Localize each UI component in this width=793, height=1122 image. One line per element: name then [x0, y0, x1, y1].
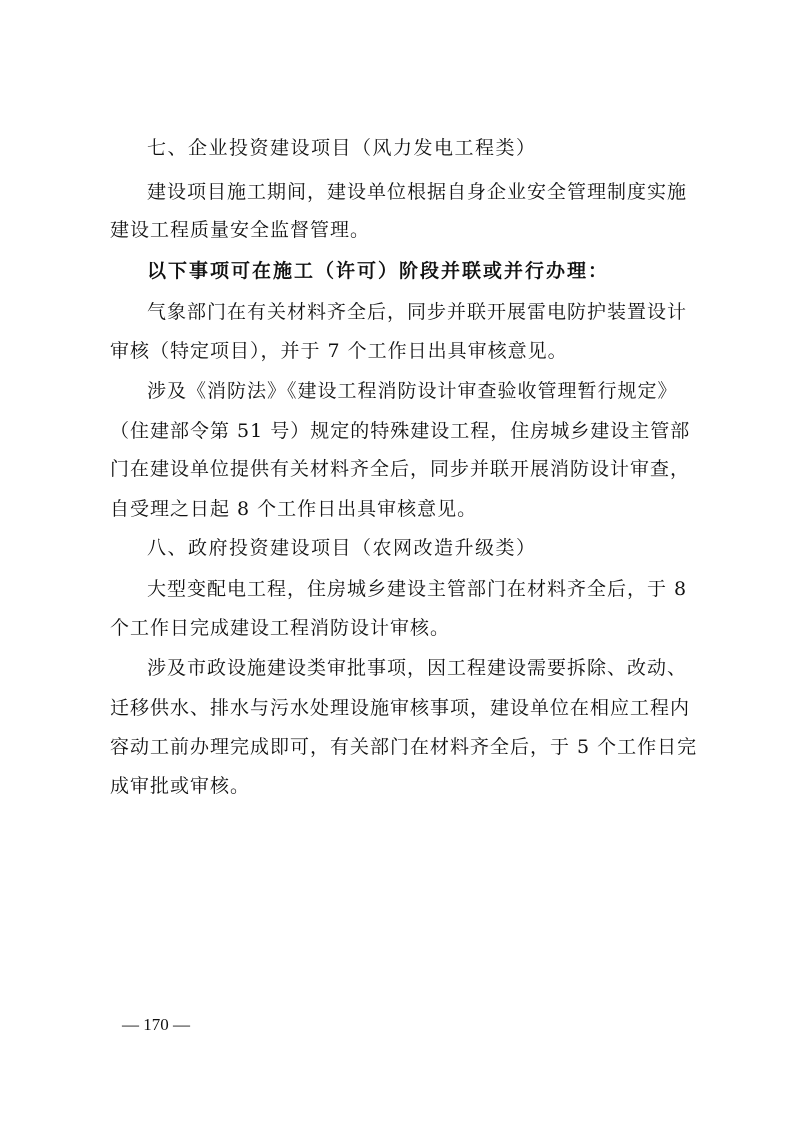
section-8-paragraph-2-line-1: 涉及市政设施建设类审批事项，因工程建设需要拆除、改动、 [147, 657, 688, 679]
section-7-paragraph-1-line-1: 建设项目施工期间，建设单位根据自身企业安全管理制度实施 [147, 181, 688, 203]
section-7-paragraph-3-line-2: （住建部令第 51 号）规定的特殊建设工程，住房城乡建设主管部 [110, 420, 691, 442]
section-8-heading: 八、政府投资建设项目（农网改造升级类） [147, 537, 537, 559]
section-8-paragraph-2-line-3: 容动工前办理完成即可，有关部门在材料齐全后，于 5 个工作日完 [110, 736, 698, 758]
section-7-paragraph-3-line-4: 自受理之日起 8 个工作日出具审核意见。 [110, 498, 478, 520]
parallel-processing-heading: 以下事项可在施工（许可）阶段并联或并行办理： [147, 260, 610, 282]
section-8-paragraph-2-line-2: 迁移供水、排水与污水处理设施审核事项，建设单位在相应工程内 [110, 697, 691, 719]
page-number: — 170 — [122, 1015, 190, 1034]
section-7-paragraph-3-line-3: 门在建设单位提供有关材料齐全后，同步并联开展消防设计审查， [110, 458, 691, 480]
section-7-paragraph-2-line-1: 气象部门在有关材料齐全后，同步并联开展雷电防护装置设计 [147, 301, 688, 323]
section-8-paragraph-1-line-1: 大型变配电工程，住房城乡建设主管部门在材料齐全后，于 8 [147, 578, 688, 600]
section-8-paragraph-1-line-2: 个工作日完成建设工程消防设计审核。 [110, 617, 451, 639]
section-7-paragraph-3-line-1: 涉及《消防法》《建设工程消防设计审查验收管理暂行规定》 [147, 380, 678, 402]
section-7-paragraph-2-line-2: 审核（特定项目），并于 7 个工作日出具审核意见。 [110, 340, 568, 362]
section-7-heading: 七、企业投资建设项目（风力发电工程类） [147, 137, 537, 159]
section-7-paragraph-1-line-2: 建设工程质量安全监督管理。 [110, 219, 371, 241]
section-8-paragraph-2-line-4: 成审批或审核。 [110, 775, 251, 797]
